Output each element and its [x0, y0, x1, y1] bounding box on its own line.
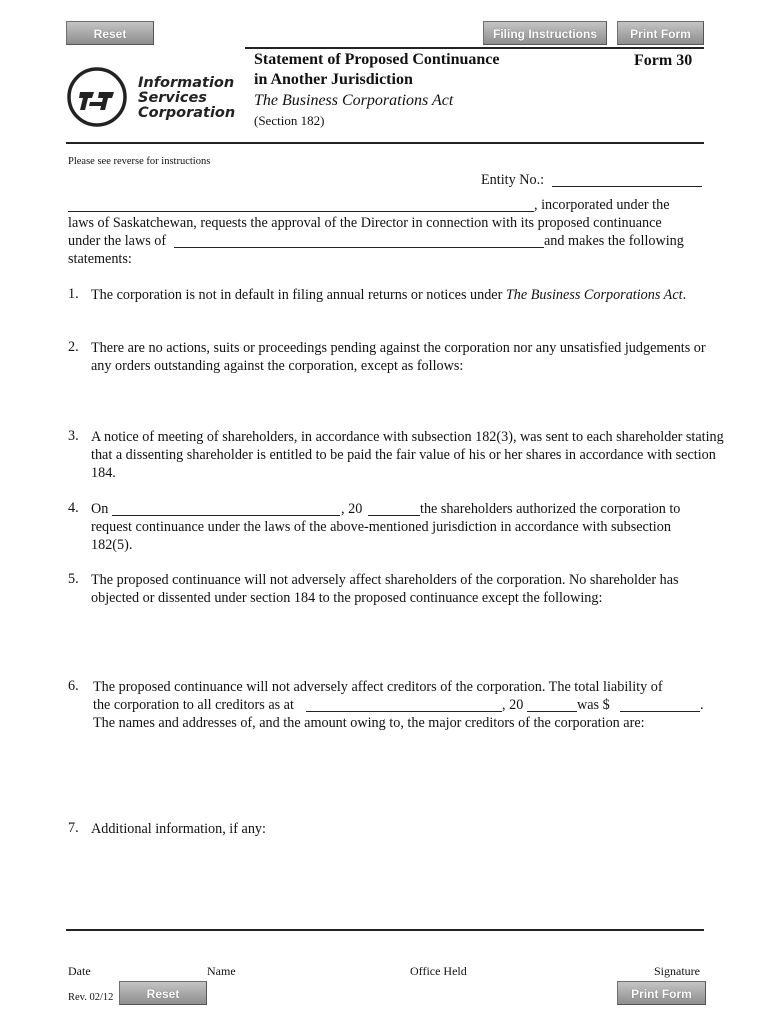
entity-no-field[interactable] [552, 172, 702, 187]
item-6-number: 6. [68, 678, 79, 694]
intro-line-4: statements: [68, 251, 132, 267]
intro-line-2: laws of Saskatchewan, requests the approval of the Director in connection with its proposed continuance [68, 215, 662, 231]
act-section: (Section 182) [254, 113, 325, 128]
form-number: Form 30 [634, 52, 693, 69]
logo-line-1: Information [138, 75, 235, 91]
entity-no-label: Entity No.: [481, 172, 545, 188]
item-1-act: The Business Corporations Act [505, 287, 683, 303]
office-held-label: Office Held [410, 964, 467, 978]
item-3-number: 3. [68, 428, 79, 444]
reset-button-bottom[interactable]: Reset [119, 981, 207, 1005]
instructions-note: Please see reverse for instructions [68, 156, 211, 167]
isc-logo [66, 66, 128, 133]
item-2-text: There are no actions, suits or proceedings pending against the corporation nor any unsatisfied judgements or any orders outstanding against the corporation, except as follows: [91, 340, 706, 374]
item-4-line-3: 182(5). [91, 537, 133, 553]
item-6-as-at-field[interactable] [306, 697, 502, 712]
isc-logo-mark-icon [66, 66, 128, 128]
item-4-line-2: request continuance under the laws of the above-mentioned jurisdiction in accordance with subsection [91, 519, 671, 535]
date-label: Date [68, 964, 91, 978]
jurisdiction-field[interactable] [174, 233, 544, 248]
signature-rule [66, 929, 704, 931]
corporation-name-field[interactable] [68, 197, 534, 212]
item-1-body: The corporation is not in default in filing annual returns or notices under [91, 287, 506, 303]
revision-label: Rev. 02/12 [68, 992, 114, 1003]
item-5-response-area[interactable] [91, 610, 703, 670]
logo-line-2: Services [138, 90, 207, 106]
reset-button-top[interactable]: Reset [66, 21, 154, 45]
item-1-text [91, 286, 727, 304]
item-4-year-field[interactable] [368, 501, 420, 516]
header-rule-bottom [66, 142, 704, 144]
form-title-line-1: Statement of Proposed Continuance [254, 51, 500, 68]
name-label: Name [207, 964, 236, 978]
item-6-line-3: The names and addresses of, and the amount owing to, the major creditors of the corporation are: [93, 715, 645, 731]
header-rule-top [245, 47, 704, 49]
act-name: The Business Corporations Act [254, 92, 454, 109]
item-5-number: 5. [68, 571, 79, 587]
item-6-year-field[interactable] [527, 697, 577, 712]
item-6-line-2-d: . [700, 697, 704, 713]
item-6-line-2-c: was $ [577, 697, 610, 713]
item-4-year-label: , 20 [341, 501, 363, 517]
item-7-text: Additional information, if any: [91, 821, 266, 837]
item-7-number: 7. [68, 820, 79, 836]
item-4-number: 4. [68, 500, 79, 516]
print-form-button-top[interactable]: Print Form [617, 21, 704, 45]
filing-instructions-button[interactable]: Filing Instructions [483, 21, 607, 45]
intro-line-3-suffix: and makes the following [544, 233, 684, 249]
item-4-date-field[interactable] [112, 501, 340, 516]
logo-wordmark [138, 76, 235, 121]
form-title-line-2: in Another Jurisdiction [254, 71, 413, 88]
item-6-creditors-area[interactable] [93, 736, 703, 810]
item-6-line-2-a: the corporation to all creditors as at [93, 697, 294, 713]
item-4-rest: the shareholders authorized the corporation to [420, 501, 681, 517]
item-2-response-area[interactable] [91, 378, 703, 422]
intro-line-3-prefix: under the laws of [68, 233, 167, 249]
item-6-line-2-b: , 20 [502, 697, 524, 713]
item-2-number: 2. [68, 339, 79, 355]
item-1-number: 1. [68, 286, 79, 302]
intro-line-1-suffix: , incorporated under the [534, 197, 670, 213]
item-6-line-1: The proposed continuance will not adversely affect creditors of the corporation. The total liability of [93, 679, 663, 695]
print-form-button-bottom[interactable]: Print Form [617, 981, 706, 1005]
item-3-text: A notice of meeting of shareholders, in accordance with subsection 182(3), was sent to each shareholder stating that a dissenting shareholder is entitled to be paid the fair value of his or her shares in accordance with section 184. [91, 429, 724, 481]
signature-label: Signature [654, 964, 700, 978]
item-7-response-area[interactable] [91, 842, 703, 922]
item-5-text: The proposed continuance will not adversely affect shareholders of the corporation. No shareholder has objected or dissented under section 184 to the proposed continuance except the following: [91, 572, 679, 606]
item-1-end: . [682, 287, 687, 303]
item-6-amount-field[interactable] [620, 697, 700, 712]
item-4-on: On [91, 501, 109, 517]
logo-line-3: Corporation [138, 105, 236, 121]
